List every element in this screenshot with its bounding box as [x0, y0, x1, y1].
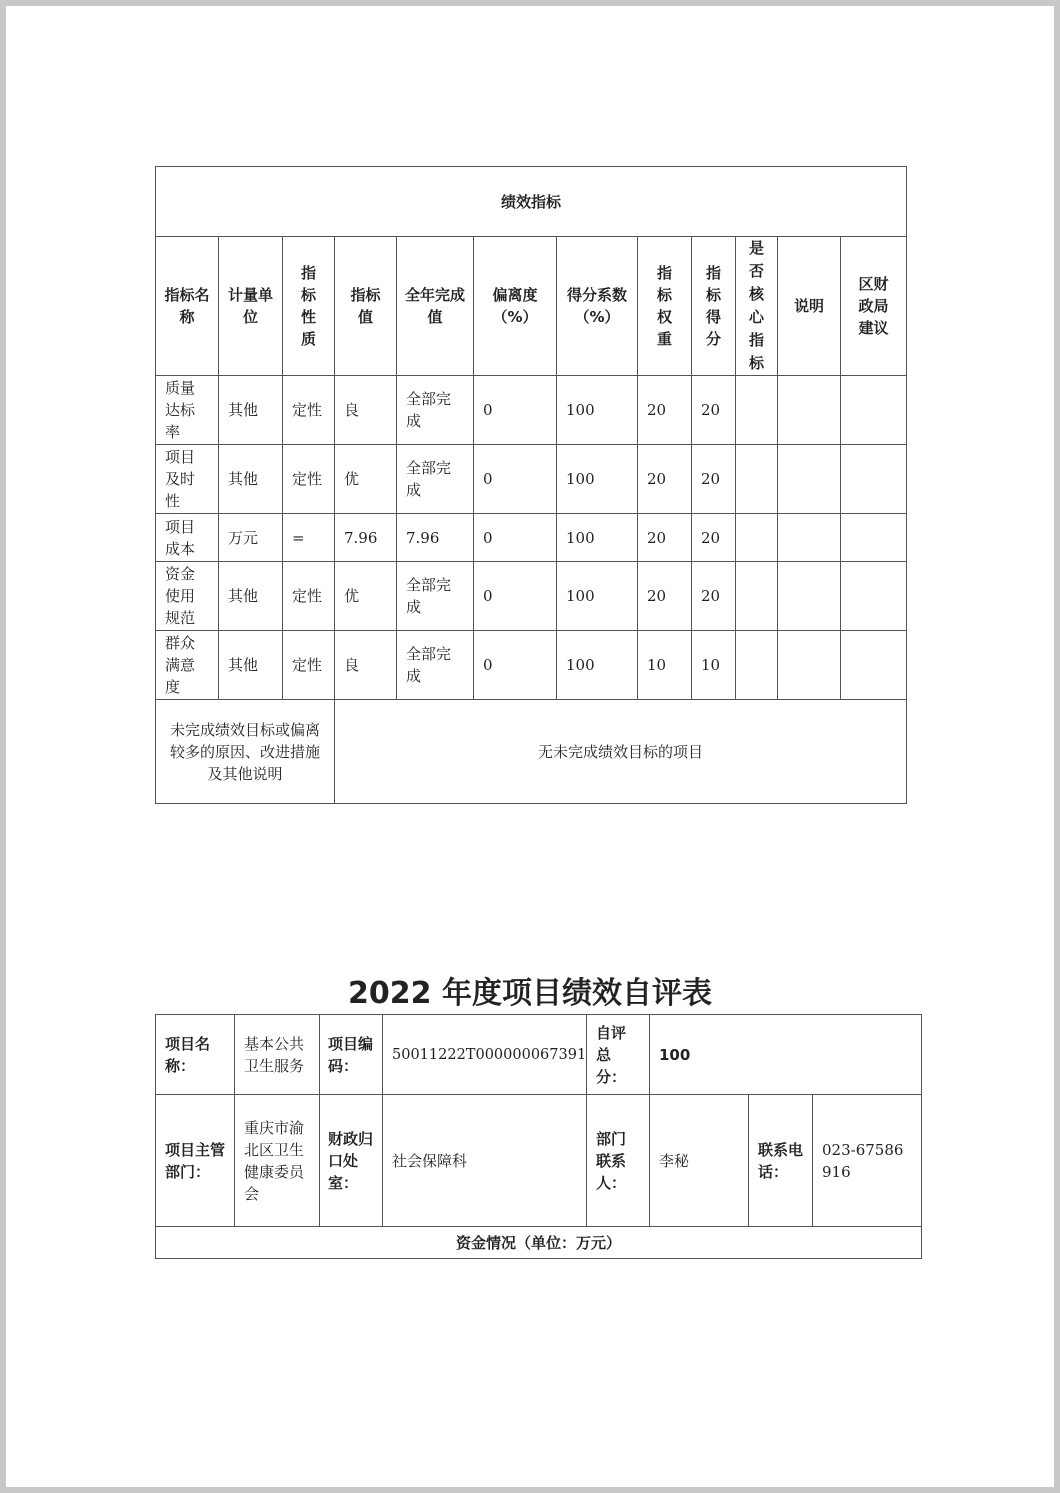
- project-code-value: 50011222T000000067391: [383, 1015, 587, 1095]
- cell-name: 资金使用规范: [156, 562, 219, 631]
- cell-score: 20: [692, 445, 736, 514]
- cell-name: 项目成本: [156, 514, 219, 562]
- col-header-actual: 全年完成值: [397, 237, 474, 376]
- cell-core: [736, 631, 778, 700]
- project-name-value: 基本公共卫生服务: [235, 1015, 320, 1095]
- table-row: [156, 631, 907, 700]
- cell-target: 良: [335, 376, 397, 445]
- cell-score: 20: [692, 562, 736, 631]
- footer-value: 无未完成绩效目标的项目: [335, 700, 907, 804]
- cell-coef: 100: [557, 562, 638, 631]
- cell-advice: [841, 562, 907, 631]
- form-title: 2022 年度项目绩效自评表: [348, 976, 712, 1011]
- dept-info-row: [156, 1095, 922, 1227]
- cell-actual: 全部完成: [397, 445, 474, 514]
- total-score-label: 自评总分：: [587, 1015, 650, 1095]
- cell-score: 10: [692, 631, 736, 700]
- cell-actual: 全部完成: [397, 376, 474, 445]
- document-page: [6, 6, 1054, 1487]
- cell-actual: 7.96: [397, 514, 474, 562]
- cell-nature: 定性: [283, 376, 335, 445]
- cell-deviation: 0: [474, 376, 557, 445]
- cell-unit: 其他: [219, 631, 283, 700]
- cell-score: 20: [692, 514, 736, 562]
- cell-target: 7.96: [335, 514, 397, 562]
- cell-deviation: 0: [474, 445, 557, 514]
- col-header-weight: 指标权重: [638, 237, 692, 376]
- finance-office-label: 财政归口处室：: [320, 1095, 383, 1227]
- cell-weight: 20: [638, 376, 692, 445]
- cell-note: [778, 514, 841, 562]
- cell-nature: 定性: [283, 445, 335, 514]
- col-header-unit: 计量单位: [219, 237, 283, 376]
- cell-score: 20: [692, 376, 736, 445]
- col-header-target: 指标值: [335, 237, 397, 376]
- cell-advice: [841, 445, 907, 514]
- table-row: [156, 445, 907, 514]
- table-row: [156, 376, 907, 445]
- col-header-core: 是否核心指标: [736, 237, 778, 376]
- cell-weight: 20: [638, 445, 692, 514]
- cell-target: 优: [335, 445, 397, 514]
- cell-note: [778, 376, 841, 445]
- cell-actual: 全部完成: [397, 562, 474, 631]
- cell-advice: [841, 514, 907, 562]
- cell-unit: 其他: [219, 562, 283, 631]
- contact-value: 李秘: [650, 1095, 749, 1227]
- project-code-label: 项目编码：: [320, 1015, 383, 1095]
- cell-nature: =: [283, 514, 335, 562]
- cell-unit: 其他: [219, 445, 283, 514]
- cell-core: [736, 562, 778, 631]
- project-name-label: 项目名称：: [156, 1015, 235, 1095]
- performance-indicators-table: [155, 166, 907, 804]
- cell-unit: 其他: [219, 376, 283, 445]
- dept-label: 项目主管部门：: [156, 1095, 235, 1227]
- col-header-advice: 区财政局建议: [841, 237, 907, 376]
- cell-deviation: 0: [474, 631, 557, 700]
- finance-office-value: 社会保障科: [383, 1095, 587, 1227]
- col-header-coef: 得分系数（%）: [557, 237, 638, 376]
- cell-note: [778, 631, 841, 700]
- cell-coef: 100: [557, 376, 638, 445]
- cell-advice: [841, 631, 907, 700]
- footer-label: 未完成绩效目标或偏离较多的原因、改进措施及其他说明: [156, 700, 335, 804]
- cell-core: [736, 376, 778, 445]
- cell-coef: 100: [557, 445, 638, 514]
- table-title: 绩效指标: [156, 167, 907, 237]
- table-row: [156, 514, 907, 562]
- cell-name: 项目及时性: [156, 445, 219, 514]
- cell-target: 优: [335, 562, 397, 631]
- col-header-nature: 指标性质: [283, 237, 335, 376]
- col-header-note: 说明: [778, 237, 841, 376]
- cell-name: 质量达标率: [156, 376, 219, 445]
- cell-name: 群众满意度: [156, 631, 219, 700]
- contact-label: 部门联系人：: [587, 1095, 650, 1227]
- phone-value: 023-67586916: [813, 1095, 922, 1227]
- cell-advice: [841, 376, 907, 445]
- cell-nature: 定性: [283, 562, 335, 631]
- cell-unit: 万元: [219, 514, 283, 562]
- cell-weight: 20: [638, 562, 692, 631]
- dept-value: 重庆市渝北区卫生健康委员会: [235, 1095, 320, 1227]
- cell-core: [736, 445, 778, 514]
- cell-coef: 100: [557, 631, 638, 700]
- col-header-name: 指标名称: [156, 237, 219, 376]
- header-row: [156, 237, 907, 376]
- cell-core: [736, 514, 778, 562]
- cell-actual: 全部完成: [397, 631, 474, 700]
- cell-coef: 100: [557, 514, 638, 562]
- total-score-value: 100: [650, 1015, 922, 1095]
- funds-heading: 资金情况（单位：万元）: [156, 1227, 922, 1259]
- cell-nature: 定性: [283, 631, 335, 700]
- table-row: [156, 562, 907, 631]
- project-info-row: [156, 1015, 922, 1095]
- cell-deviation: 0: [474, 514, 557, 562]
- cell-weight: 20: [638, 514, 692, 562]
- cell-deviation: 0: [474, 562, 557, 631]
- col-header-score: 指标得分: [692, 237, 736, 376]
- project-eval-form-table: [155, 1014, 922, 1259]
- phone-label: 联系电话：: [749, 1095, 813, 1227]
- cell-note: [778, 445, 841, 514]
- cell-note: [778, 562, 841, 631]
- footer-row: [156, 700, 907, 804]
- col-header-deviation: 偏离度（%）: [474, 237, 557, 376]
- cell-target: 良: [335, 631, 397, 700]
- cell-weight: 10: [638, 631, 692, 700]
